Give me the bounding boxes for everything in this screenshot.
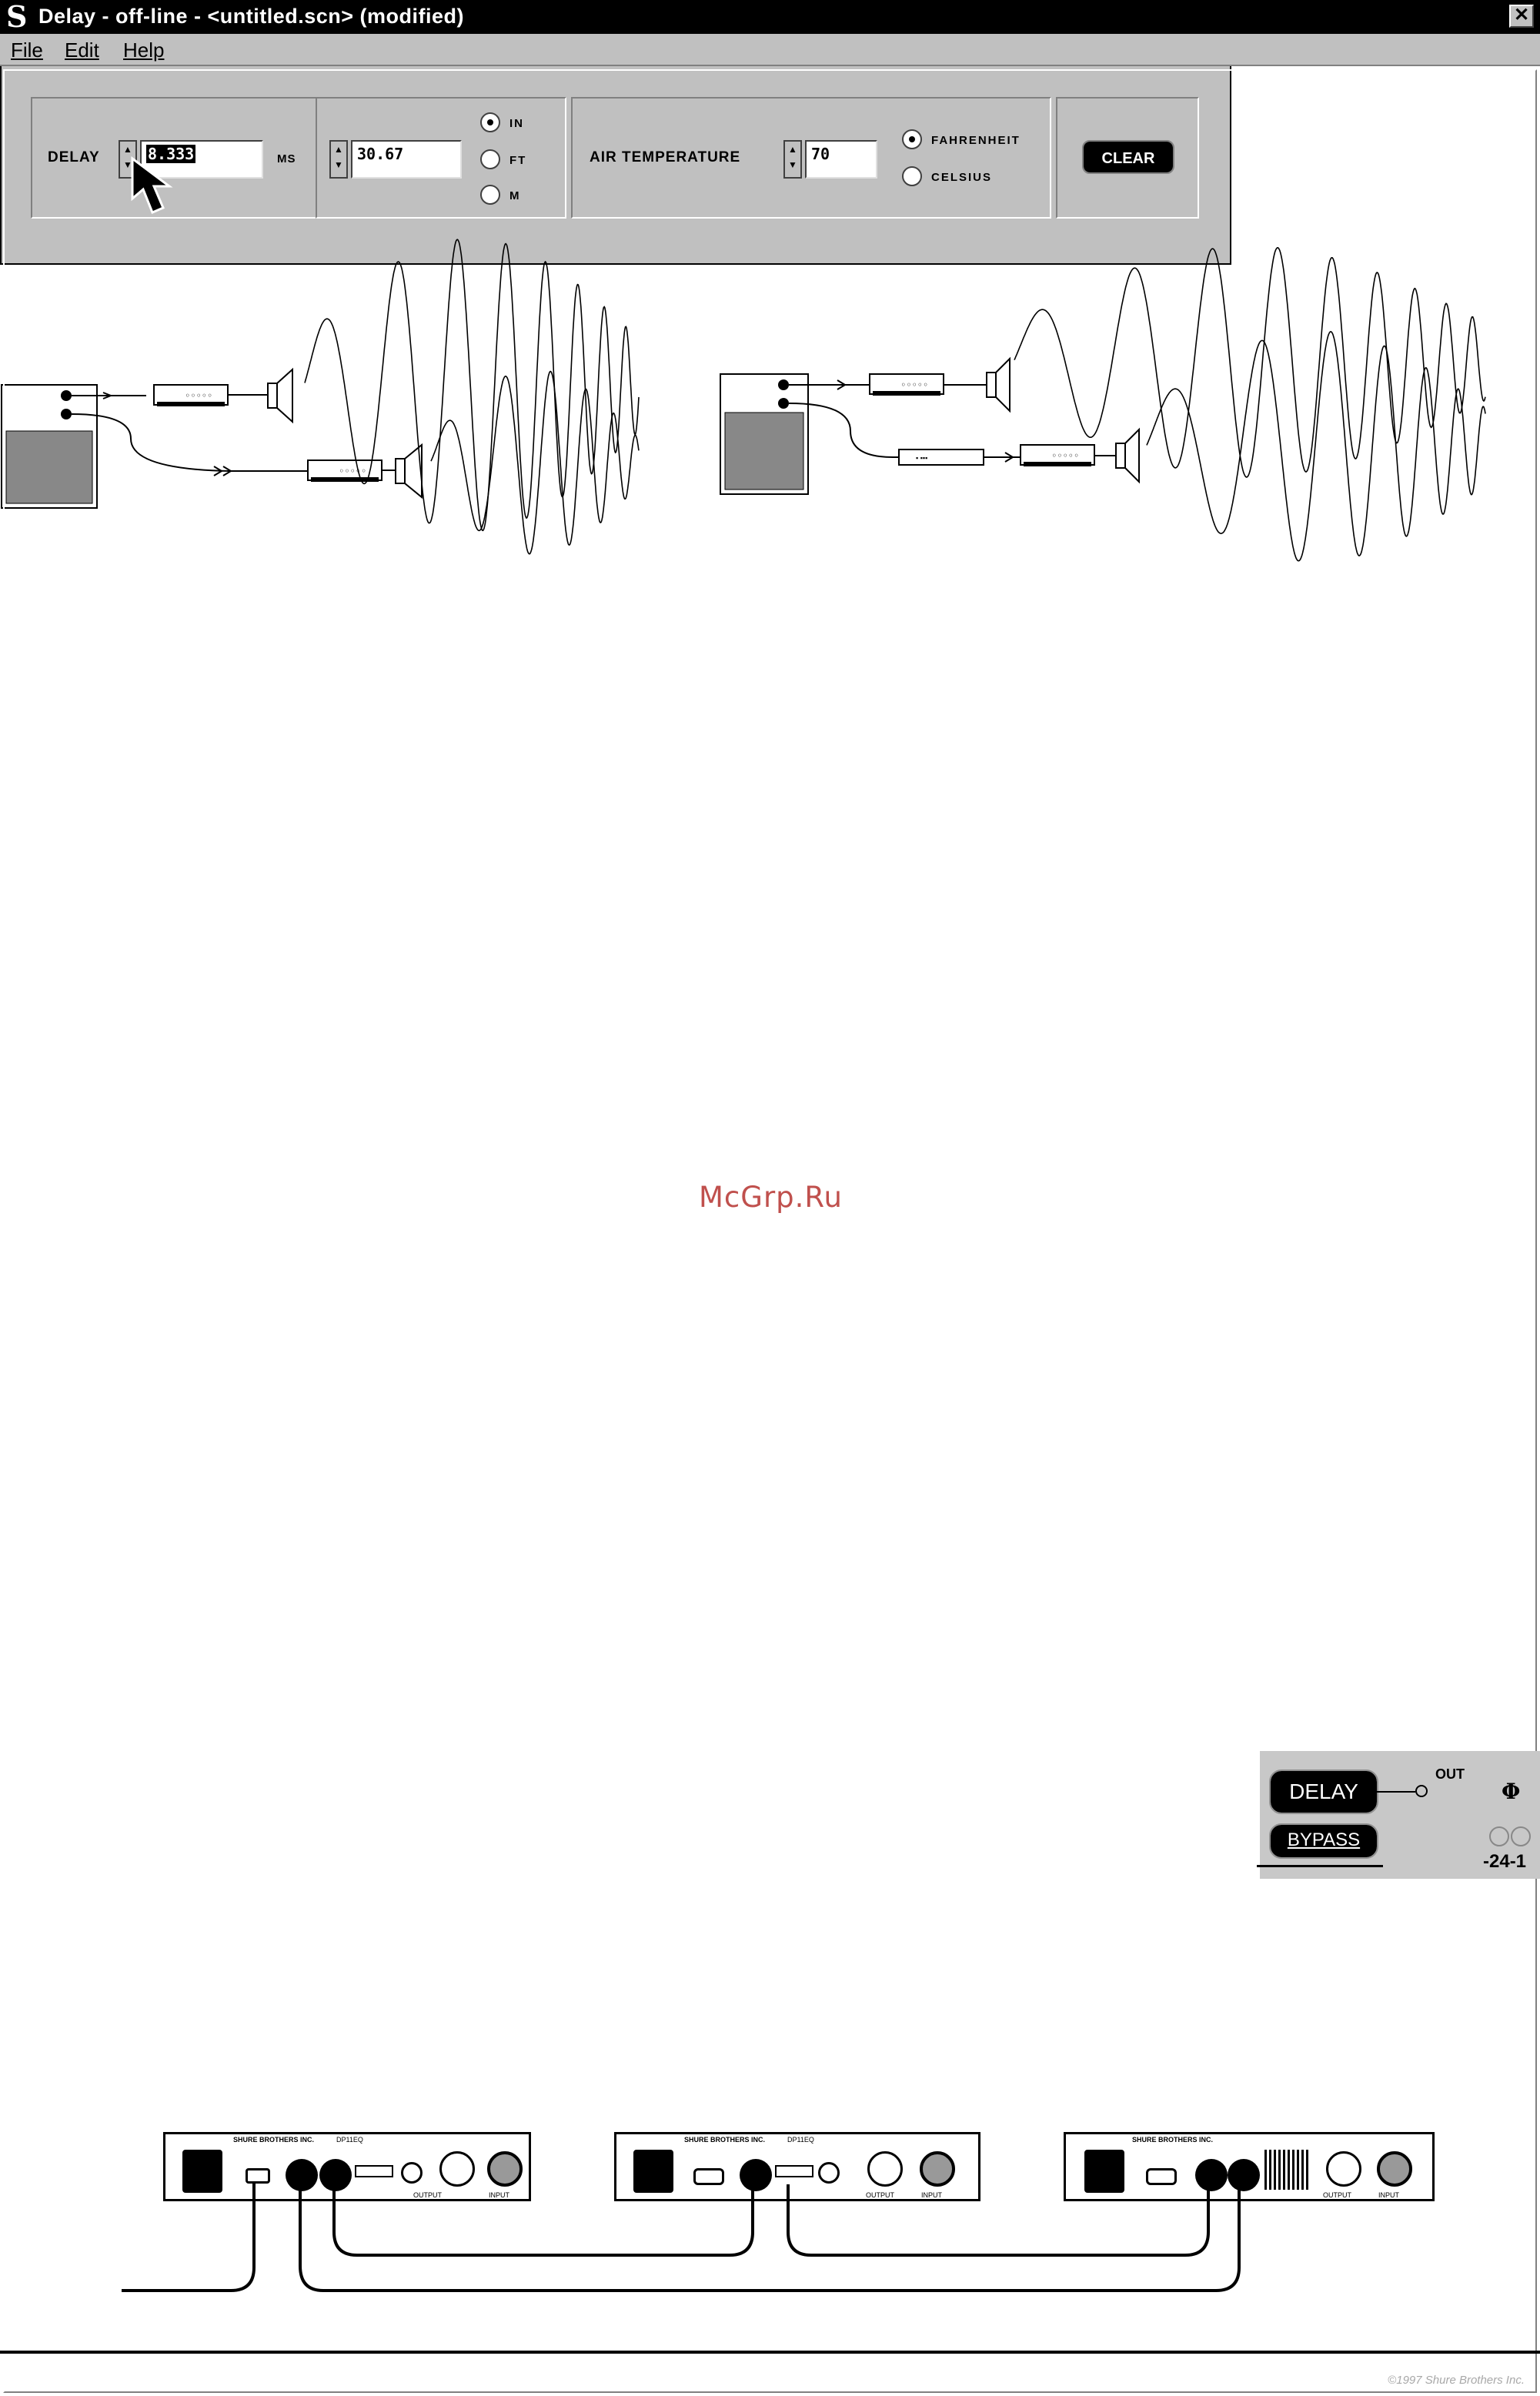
clear-button[interactable]: CLEAR: [1084, 142, 1173, 172]
maker-label: SHURE BROTHERS INC.: [233, 2136, 315, 2144]
menu-file[interactable]: File: [11, 38, 43, 62]
input-label: INPUT: [921, 2191, 942, 2199]
app-logo-icon: S: [6, 0, 28, 34]
menu-help[interactable]: Help: [123, 38, 165, 62]
air-temperature-label: AIR TEMPERATURE: [590, 149, 741, 165]
unit-in-label: IN: [509, 117, 524, 130]
svg-text:◦◦◦◦◦: ◦◦◦◦◦: [1051, 450, 1080, 461]
bottom-rule: [0, 2351, 1540, 2354]
delay-button[interactable]: DELAY: [1271, 1771, 1377, 1813]
unit-m-label: M: [509, 189, 521, 202]
maker-label: SHURE BROTHERS INC.: [684, 2136, 766, 2144]
cable-input: [122, 2183, 254, 2291]
unit-ft-label: FT: [509, 154, 527, 167]
temperature-field[interactable]: 70: [805, 140, 877, 179]
ms-unit-label: MS: [277, 152, 296, 165]
distance-field[interactable]: 30.67: [351, 140, 462, 179]
cable-2-3: [788, 2184, 1208, 2255]
output-label: OUTPUT: [413, 2191, 442, 2199]
menu-edit[interactable]: Edit: [65, 38, 99, 62]
watermark-text: McGrp.Ru: [699, 1181, 843, 1214]
svg-text:◦◦◦◦◦: ◦◦◦◦◦: [900, 379, 929, 390]
out-label: OUT: [1435, 1766, 1465, 1782]
input-label: INPUT: [1378, 2191, 1399, 2199]
svg-text:◦◦◦◦◦: ◦◦◦◦◦: [185, 390, 213, 401]
maker-label: SHURE BROTHERS INC.: [1132, 2136, 1214, 2144]
delay-ms-value: 8.333: [148, 145, 195, 163]
fahrenheit-label: FAHRENHEIT: [931, 134, 1021, 147]
cable-1-2: [334, 2184, 753, 2255]
close-button[interactable]: ✕: [1509, 5, 1534, 28]
cable-1-3: [300, 2184, 1239, 2291]
model-label: DP11EQ: [336, 2136, 363, 2144]
delay-label: DELAY: [48, 149, 100, 165]
phase-icon: Φ: [1502, 1779, 1521, 1804]
level-label: -24-1: [1483, 1851, 1527, 1872]
model-label: DP11EQ: [787, 2136, 814, 2144]
input-label: INPUT: [489, 2191, 509, 2199]
copyright-text: ©1997 Shure Brothers Inc.: [1388, 2374, 1525, 2387]
bypass-button[interactable]: BYPASS: [1271, 1825, 1377, 1857]
svg-text:▪ ▪▪▪: ▪ ▪▪▪: [916, 454, 928, 462]
delay-ms-spinner[interactable]: ▲ ▼: [119, 140, 137, 179]
window-title: Delay - off-line - <untitled.scn> (modified): [38, 5, 465, 28]
distance-spinner[interactable]: ▲ ▼: [329, 140, 348, 179]
output-label: OUTPUT: [866, 2191, 894, 2199]
celsius-label: CELSIUS: [931, 171, 993, 184]
temperature-spinner[interactable]: ▲ ▼: [783, 140, 802, 179]
svg-text:◦◦◦◦◦: ◦◦◦◦◦: [339, 466, 367, 476]
output-label: OUTPUT: [1323, 2191, 1351, 2199]
